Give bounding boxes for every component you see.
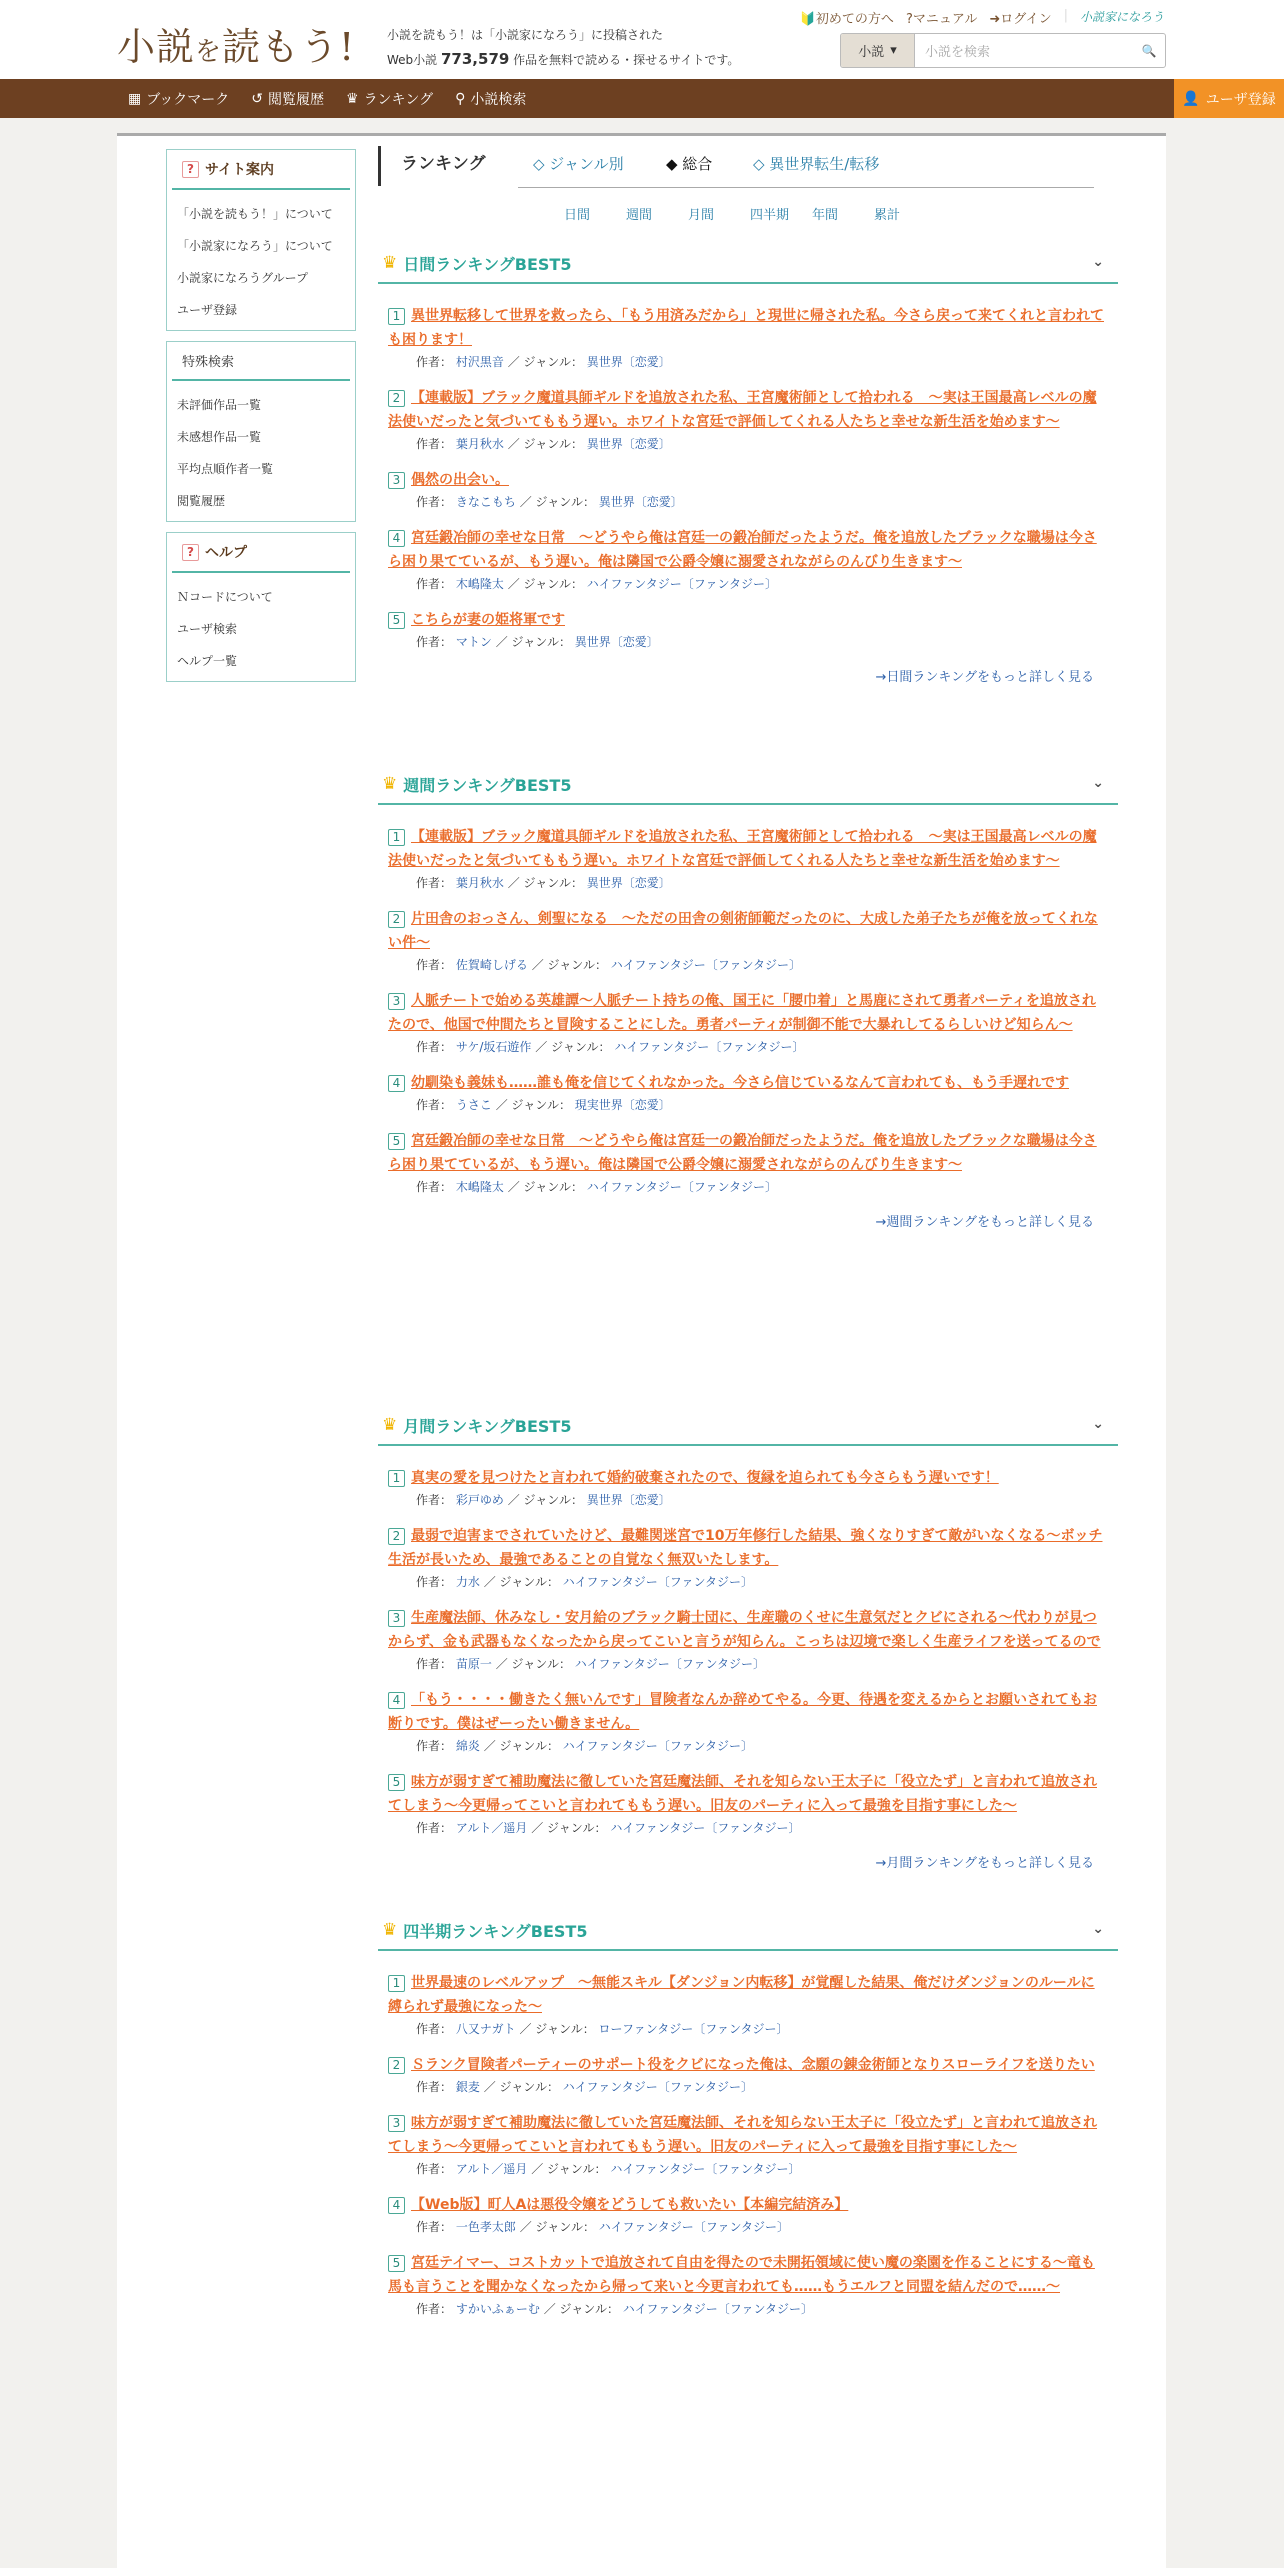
author-label: 作者： bbox=[416, 635, 453, 649]
author-link[interactable]: 彩戸ゆめ bbox=[455, 1493, 504, 1507]
novel-title-link[interactable]: 偶然の出会い。 bbox=[411, 472, 509, 488]
author-label: 作者： bbox=[416, 958, 453, 972]
novel-title-link[interactable]: 真実の愛を見つけたと言われて婚約破棄されたので、復縁を迫られても今さらもう遅いです！ bbox=[411, 1470, 999, 1486]
author-link[interactable]: 苗原一 bbox=[455, 1657, 492, 1671]
ranking-content bbox=[378, 136, 1118, 2333]
section-header[interactable] bbox=[378, 1406, 1118, 1446]
top-links: 🔰初めての方へ ?マニュアル ➜ログイン | 小説家になろう bbox=[799, 8, 1164, 27]
search-type-select[interactable]: 小説 ▾ bbox=[841, 34, 915, 67]
genre-link[interactable]: ローファンタジー〔ファンタジー〕 bbox=[598, 2022, 789, 2036]
nav-history[interactable]: ↺ 閲覧履歴 bbox=[251, 90, 324, 108]
chevron-down-icon[interactable]: ⌄ bbox=[1092, 775, 1104, 791]
genre-link[interactable]: 異世界〔恋愛〕 bbox=[586, 437, 671, 451]
ranking-item bbox=[388, 2053, 1108, 2097]
author-link[interactable]: 八又ナガト bbox=[455, 2022, 516, 2036]
genre-link[interactable]: ハイファンタジー〔ファンタジー〕 bbox=[586, 1180, 777, 1194]
genre-link[interactable]: ハイファンタジー〔ファンタジー〕 bbox=[598, 2220, 789, 2234]
rank-number: 3 bbox=[388, 993, 405, 1010]
beginner-link[interactable]: 🔰初めての方へ bbox=[799, 12, 894, 27]
section-header[interactable] bbox=[378, 765, 1118, 805]
tab-isekai[interactable]: ◇ 異世界転生/転移 bbox=[753, 155, 880, 173]
period-yearly[interactable]: 年間 bbox=[812, 207, 839, 223]
rank-number: 2 bbox=[388, 2057, 405, 2074]
period-links bbox=[378, 196, 1118, 230]
author-link[interactable]: アルト／遥月 bbox=[455, 1821, 528, 1835]
section-header[interactable] bbox=[378, 1911, 1118, 1951]
genre-label: ／ ジャンル： bbox=[495, 635, 571, 649]
genre-link[interactable]: ハイファンタジー〔ファンタジー〕 bbox=[610, 2162, 801, 2176]
genre-label: ／ ジャンル： bbox=[519, 2022, 595, 2036]
login-link[interactable]: ➜ログイン bbox=[989, 12, 1052, 27]
site-header bbox=[0, 0, 1284, 79]
work-count: 773,579 bbox=[441, 50, 510, 68]
genre-label: ／ ジャンル： bbox=[483, 2080, 559, 2094]
author-label: 作者： bbox=[416, 1657, 453, 1671]
grid-icon: ▦ bbox=[128, 90, 142, 107]
ranking-item bbox=[388, 1524, 1108, 1592]
genre-link[interactable]: 異世界〔恋愛〕 bbox=[586, 876, 671, 890]
rank-number: 5 bbox=[388, 1774, 405, 1791]
author-label: 作者： bbox=[416, 1098, 453, 1112]
chevron-down-icon: ▾ bbox=[890, 43, 897, 58]
genre-label: ／ ジャンル： bbox=[507, 577, 583, 591]
page-title: ランキング bbox=[378, 146, 486, 186]
author-link[interactable]: 力水 bbox=[455, 1575, 480, 1589]
crown-icon: ♛ bbox=[382, 253, 398, 273]
rank-number: 1 bbox=[388, 829, 405, 846]
ranking-section bbox=[378, 1911, 1118, 2319]
special-search-title: 特殊検索 bbox=[172, 342, 350, 381]
special-search-box bbox=[166, 341, 356, 522]
ranking-sections bbox=[378, 244, 1118, 2319]
author-label: 作者： bbox=[416, 355, 453, 369]
genre-link[interactable]: ハイファンタジー〔ファンタジー〕 bbox=[610, 1821, 801, 1835]
chevron-down-icon[interactable]: ⌄ bbox=[1092, 1921, 1104, 1937]
ranking-item bbox=[388, 1770, 1108, 1838]
period-daily[interactable]: 日間 bbox=[564, 207, 591, 223]
section-header[interactable] bbox=[378, 244, 1118, 284]
novel-title-link[interactable]: Ｓランク冒険者パーティーのサポート役をクビになった俺は、念願の錬金術師となりスローライフを送りたい bbox=[411, 2057, 1095, 2073]
ranking-item bbox=[388, 608, 1108, 652]
chevron-down-icon[interactable]: ⌄ bbox=[1092, 1416, 1104, 1432]
rank-number: 4 bbox=[388, 2197, 405, 2214]
novel-title-link[interactable]: 宮廷鍛冶師の幸せな日常 ～どうやら俺は宮廷一の鍛冶師だったようだ。俺を追放したブラックな職場は今さら困り果てているが、もう遅い。俺は隣国で公爵令嬢に溺愛されながらのんびり生きます～ bbox=[388, 530, 1097, 570]
rank-number: 4 bbox=[388, 1692, 405, 1709]
rank-number: 2 bbox=[388, 1528, 405, 1545]
author-link[interactable]: 銀麦 bbox=[455, 2080, 480, 2094]
genre-label: ／ ジャンル： bbox=[531, 958, 607, 972]
author-label: 作者： bbox=[416, 2022, 453, 2036]
site-logo[interactable]: 小説を読もう! bbox=[117, 25, 356, 69]
novel-title-link[interactable]: 宮廷鍛冶師の幸せな日常 ～どうやら俺は宮廷一の鍛冶師だったようだ。俺を追放したブラックな職場は今さら困り果てているが、もう遅い。俺は隣国で公爵令嬢に溺愛されながらのんびり生きます～ bbox=[388, 1133, 1097, 1173]
author-link[interactable]: マトン bbox=[455, 635, 492, 649]
nav-search[interactable]: ⚲ 小説検索 bbox=[455, 90, 527, 108]
author-label: 作者： bbox=[416, 1575, 453, 1589]
author-label: 作者： bbox=[416, 1493, 453, 1507]
search-button[interactable] bbox=[1133, 34, 1165, 67]
author-label: 作者： bbox=[416, 1739, 453, 1753]
manual-link[interactable]: ?マニュアル bbox=[905, 12, 978, 27]
author-link[interactable]: 佐賀崎しげる bbox=[455, 958, 528, 972]
genre-label: ／ ジャンル： bbox=[519, 2220, 595, 2234]
rank-number: 1 bbox=[388, 1470, 405, 1487]
genre-label: ／ ジャンル： bbox=[483, 1739, 559, 1753]
period-monthly[interactable]: 月間 bbox=[688, 207, 715, 223]
author-label: 作者： bbox=[416, 1180, 453, 1194]
main-container bbox=[117, 133, 1166, 2568]
novel-title-link[interactable]: 人脈チートで始める英雄譚～人脈チート持ちの俺、国王に「腰巾着」と馬鹿にされて勇者パーティを追放されたので、他国で仲間たちと冒険することにした。勇者パーティが制御不能で大暴れしてるらしいけど知らん～ bbox=[388, 993, 1096, 1033]
ranking-item bbox=[388, 1129, 1108, 1197]
sidebar-link[interactable]: ユーザ検索 bbox=[177, 622, 238, 636]
rank-number: 3 bbox=[388, 472, 405, 489]
search-bar bbox=[840, 33, 1166, 68]
genre-link[interactable]: ハイファンタジー〔ファンタジー〕 bbox=[614, 1040, 805, 1054]
genre-link[interactable]: ハイファンタジー〔ファンタジー〕 bbox=[562, 1575, 753, 1589]
genre-link[interactable]: ハイファンタジー〔ファンタジー〕 bbox=[574, 1657, 765, 1671]
rank-number: 5 bbox=[388, 1133, 405, 1150]
rank-number: 3 bbox=[388, 1610, 405, 1627]
ranking-item bbox=[388, 2111, 1108, 2179]
crown-icon: ♛ bbox=[382, 1415, 398, 1435]
ranking-item bbox=[388, 989, 1108, 1057]
genre-link[interactable]: 異世界〔恋愛〕 bbox=[586, 355, 671, 369]
ranking-item bbox=[388, 825, 1108, 893]
novel-title-link[interactable]: 生産魔法師、休みなし・安月給のブラック騎士団に、生産職のくせに生意気だとクビにされる～代わりが見つからず、金も武器もなくなったから戻ってこいと言うが知らん。こっちは辺境で楽しく生産ライフを送ってるので bbox=[388, 1610, 1101, 1650]
tab-overall[interactable]: ◆ 総合 bbox=[666, 155, 713, 173]
novel-title-link[interactable]: 味方が弱すぎて補助魔法に徹していた宮廷魔法師、それを知らない王太子に「役立たず」と言われて追放されてしまう～今更帰ってこいと言われてももう遅い。旧友のパーティに入って最強を目指す事にした～ bbox=[388, 1774, 1097, 1814]
rank-number: 2 bbox=[388, 911, 405, 928]
site-guide-box bbox=[166, 149, 356, 331]
genre-link[interactable]: ハイファンタジー〔ファンタジー〕 bbox=[610, 958, 801, 972]
rank-number: 3 bbox=[388, 2115, 405, 2132]
sidebar-link[interactable]: 小説家になろうグループ bbox=[177, 271, 309, 285]
genre-link[interactable]: ハイファンタジー〔ファンタジー〕 bbox=[622, 2302, 813, 2316]
novel-title-link[interactable]: 【連載版】ブラック魔道具師ギルドを追放された私、王宮魔術師として拾われる ～実は王国最高レベルの魔法使いだったと気づいてももう遅い。ホワイトな宮廷で評価してくれる人たちと幸せな新生活を始めます～ bbox=[388, 829, 1097, 869]
ranking-item bbox=[388, 386, 1108, 454]
ranking-item bbox=[388, 304, 1108, 372]
author-link[interactable]: サケ/坂石遊作 bbox=[455, 1040, 532, 1054]
author-link[interactable]: 一色孝太郎 bbox=[455, 2220, 516, 2234]
ranking-item bbox=[388, 1466, 1108, 1510]
author-link[interactable]: 葉月秋水 bbox=[455, 876, 504, 890]
ranking-item bbox=[388, 2193, 1108, 2237]
sidebar-link[interactable]: 「小説家になろう」について bbox=[177, 239, 333, 253]
genre-link[interactable]: 異世界〔恋愛〕 bbox=[586, 1493, 671, 1507]
genre-label: ／ ジャンル： bbox=[507, 1493, 583, 1507]
novel-title-link[interactable]: 味方が弱すぎて補助魔法に徹していた宮廷魔法師、それを知らない王太子に「役立たず」と言われて追放されてしまう～今更帰ってこいと言われてももう遅い。旧友のパーティに入って最強を目指す事にした～ bbox=[388, 2115, 1097, 2155]
novel-title-link[interactable]: 世界最速のレベルアップ ～無能スキル【ダンジョン内転移】が覚醒した結果、俺だけダンジョンのルールに縛られず最強になった～ bbox=[388, 1975, 1095, 2015]
author-label: 作者： bbox=[416, 2162, 453, 2176]
genre-link[interactable]: 異世界〔恋愛〕 bbox=[598, 495, 683, 509]
help-box bbox=[166, 532, 356, 682]
sidebar-link[interactable]: Ｎコードについて bbox=[177, 590, 273, 604]
period-weekly[interactable]: 週間 bbox=[626, 207, 653, 223]
genre-label: ／ ジャンル： bbox=[531, 1821, 607, 1835]
crown-icon: ♛ bbox=[382, 774, 398, 794]
ranking-item bbox=[388, 2251, 1108, 2319]
rank-number: 4 bbox=[388, 530, 405, 547]
author-label: 作者： bbox=[416, 437, 453, 451]
novel-title-link[interactable]: 異世界転移して世界を救ったら、「もう用済みだから」と現世に帰された私。今さら戻って来てくれと言われても困ります！ bbox=[388, 308, 1104, 348]
author-link[interactable]: 葉月秋水 bbox=[455, 437, 504, 451]
nav-ranking[interactable]: ♛ ランキング bbox=[346, 90, 434, 108]
author-label: 作者： bbox=[416, 2302, 453, 2316]
search-icon: ⚲ bbox=[455, 90, 466, 107]
novel-title-link[interactable]: 【連載版】ブラック魔道具師ギルドを追放された私、王宮魔術師として拾われる ～実は王国最高レベルの魔法使いだったと気づいてももう遅い。ホワイトな宮廷で評価してくれる人たちと幸せな新生活を始めます～ bbox=[388, 390, 1097, 430]
author-link[interactable]: きなこもち bbox=[455, 495, 516, 509]
genre-label: ／ ジャンル： bbox=[495, 1657, 571, 1671]
section-title: 週間ランキングBEST5 bbox=[403, 775, 572, 795]
genre-link[interactable]: 現実世界〔恋愛〕 bbox=[574, 1098, 671, 1112]
genre-link[interactable]: ハイファンタジー〔ファンタジー〕 bbox=[562, 1739, 753, 1753]
novel-title-link[interactable]: 幼馴染も義妹も……誰も俺を信じてくれなかった。今さら信じているなんて言われても、もう手遅れです bbox=[411, 1075, 1069, 1091]
site-guide-title: サイト案内 bbox=[205, 162, 275, 178]
genre-label: ／ ジャンル： bbox=[519, 495, 595, 509]
more-ranking-link[interactable]: →月間ランキングをもっと詳しく見る bbox=[875, 1856, 1094, 1871]
author-link[interactable]: アルト／遥月 bbox=[455, 2162, 528, 2176]
period-total[interactable]: 累計 bbox=[874, 207, 901, 223]
genre-label: ／ ジャンル： bbox=[531, 2162, 607, 2176]
genre-label: ／ ジャンル： bbox=[507, 876, 583, 890]
rank-number: 1 bbox=[388, 1975, 405, 1992]
novel-title-link[interactable]: 最弱で迫害までされていたけど、最難関迷宮で10万年修行した結果、強くなりすぎて敵がいなくなる～ボッチ生活が長いため、最強であることの自覚なく無双いたします。 bbox=[388, 1528, 1103, 1568]
rank-number: 2 bbox=[388, 390, 405, 407]
author-label: 作者： bbox=[416, 2080, 453, 2094]
genre-label: ／ ジャンル： bbox=[535, 1040, 611, 1054]
history-icon: ↺ bbox=[251, 90, 263, 107]
crown-icon: ♛ bbox=[346, 90, 359, 107]
more-ranking-link[interactable]: →日間ランキングをもっと詳しく見る bbox=[875, 670, 1094, 685]
author-label: 作者： bbox=[416, 876, 453, 890]
nav-bookmark[interactable]: ▦ ブックマーク bbox=[128, 90, 230, 108]
ranking-item bbox=[388, 1606, 1108, 1674]
crown-icon: ♛ bbox=[382, 1920, 398, 1940]
search-icon: 🔍 bbox=[1141, 43, 1157, 58]
rank-number: 1 bbox=[388, 308, 405, 325]
sidebar-link[interactable]: 未感想作品一覧 bbox=[177, 430, 262, 444]
question-icon: ? bbox=[182, 161, 199, 178]
ranking-item bbox=[388, 526, 1108, 594]
help-title: ヘルプ bbox=[205, 545, 247, 561]
author-label: 作者： bbox=[416, 495, 453, 509]
section-title: 四半期ランキングBEST5 bbox=[403, 1921, 588, 1941]
genre-label: ／ ジャンル： bbox=[495, 1098, 571, 1112]
ranking-section bbox=[378, 1406, 1118, 1871]
genre-link[interactable]: ハイファンタジー〔ファンタジー〕 bbox=[562, 2080, 753, 2094]
section-title: 日間ランキングBEST5 bbox=[403, 254, 572, 274]
section-title: 月間ランキングBEST5 bbox=[403, 1416, 572, 1436]
sidebar-link[interactable]: 未評価作品一覧 bbox=[177, 398, 262, 412]
rank-number: 4 bbox=[388, 1075, 405, 1092]
sidebar-link[interactable]: 平均点順作者一覧 bbox=[177, 462, 274, 476]
author-label: 作者： bbox=[416, 1040, 453, 1054]
genre-label: ／ ジャンル： bbox=[483, 1575, 559, 1589]
genre-label: ／ ジャンル： bbox=[507, 1180, 583, 1194]
author-link[interactable]: 村沢黒音 bbox=[455, 355, 504, 369]
author-link[interactable]: うさこ bbox=[455, 1098, 492, 1112]
ranking-item bbox=[388, 907, 1108, 975]
user-register-button[interactable]: 👤 ユーザ登録 bbox=[1174, 79, 1284, 118]
ranking-item bbox=[388, 468, 1108, 512]
rank-number: 5 bbox=[388, 2255, 405, 2272]
search-input[interactable]: 小説を検索 bbox=[925, 45, 991, 60]
novel-title-link[interactable]: 「もう・・・・働きたく無いんです」冒険者なんか辞めてやる。今更、待遇を変えるからとお願いされてもお断りです。僕はぜーったい働きません。 bbox=[388, 1692, 1097, 1732]
period-quarterly[interactable]: 四半期 bbox=[750, 207, 790, 223]
sidebar-link[interactable]: 「小説を読もう！」について bbox=[177, 207, 333, 221]
genre-label: ／ ジャンル： bbox=[543, 2302, 619, 2316]
sidebar-link[interactable]: 閲覧履歴 bbox=[177, 494, 226, 508]
genre-label: ／ ジャンル： bbox=[507, 437, 583, 451]
author-label: 作者： bbox=[416, 2220, 453, 2234]
novel-title-link[interactable]: 片田舎のおっさん、剣聖になる ～ただの田舎の剣術師範だったのに、大成した弟子たちが俺を放ってくれない件～ bbox=[388, 911, 1098, 951]
author-link[interactable]: 綿炎 bbox=[455, 1739, 480, 1753]
sidebar-link[interactable]: ヘルプ一覧 bbox=[177, 654, 238, 668]
site-description: 小説を読もう！は「小説家になろう」に投稿された Web小説 773,579 作品を無料で読める・探せるサイトです。 bbox=[387, 28, 740, 68]
genre-link[interactable]: ハイファンタジー〔ファンタジー〕 bbox=[586, 577, 777, 591]
novel-title-link[interactable]: こちらが妻の姫将軍です bbox=[411, 612, 565, 628]
sidebar-link[interactable]: ユーザ登録 bbox=[177, 303, 238, 317]
narou-link[interactable]: 小説家になろう bbox=[1079, 10, 1164, 24]
genre-label: ／ ジャンル： bbox=[507, 355, 583, 369]
sidebar bbox=[166, 149, 356, 692]
author-label: 作者： bbox=[416, 1821, 453, 1835]
author-link[interactable]: 木嶋隆太 bbox=[455, 577, 504, 591]
question-icon: ? bbox=[182, 544, 199, 561]
novel-title-link[interactable]: 宮廷テイマー、コストカットで追放されて自由を得たので未開拓領域に使い魔の楽園を作ることにする～竜も馬も言うことを聞かなくなったから帰って来いと今更言われても……もうエルフと同盟を結んだので……～ bbox=[388, 2255, 1095, 2295]
more-ranking-link[interactable]: →週間ランキングをもっと詳しく見る bbox=[875, 1215, 1094, 1230]
ranking-item bbox=[388, 1071, 1108, 1115]
main-nav bbox=[0, 79, 1284, 118]
author-link[interactable]: すかいふぁーむ bbox=[455, 2302, 540, 2316]
user-icon: 👤 bbox=[1182, 90, 1200, 107]
ranking-item bbox=[388, 1971, 1108, 2039]
ranking-section bbox=[378, 765, 1118, 1230]
novel-title-link[interactable]: 【Web版】町人Aは悪役令嬢をどうしても救いたい【本編完結済み】 bbox=[411, 2197, 849, 2213]
rank-number: 5 bbox=[388, 612, 405, 629]
tab-genre[interactable]: ◇ ジャンル別 bbox=[533, 155, 624, 173]
genre-link[interactable]: 異世界〔恋愛〕 bbox=[574, 635, 659, 649]
ranking-tabs bbox=[378, 136, 1118, 196]
author-label: 作者： bbox=[416, 577, 453, 591]
ranking-section bbox=[378, 244, 1118, 685]
ranking-item bbox=[388, 1688, 1108, 1756]
author-link[interactable]: 木嶋隆太 bbox=[455, 1180, 504, 1194]
chevron-down-icon[interactable]: ⌄ bbox=[1092, 254, 1104, 270]
